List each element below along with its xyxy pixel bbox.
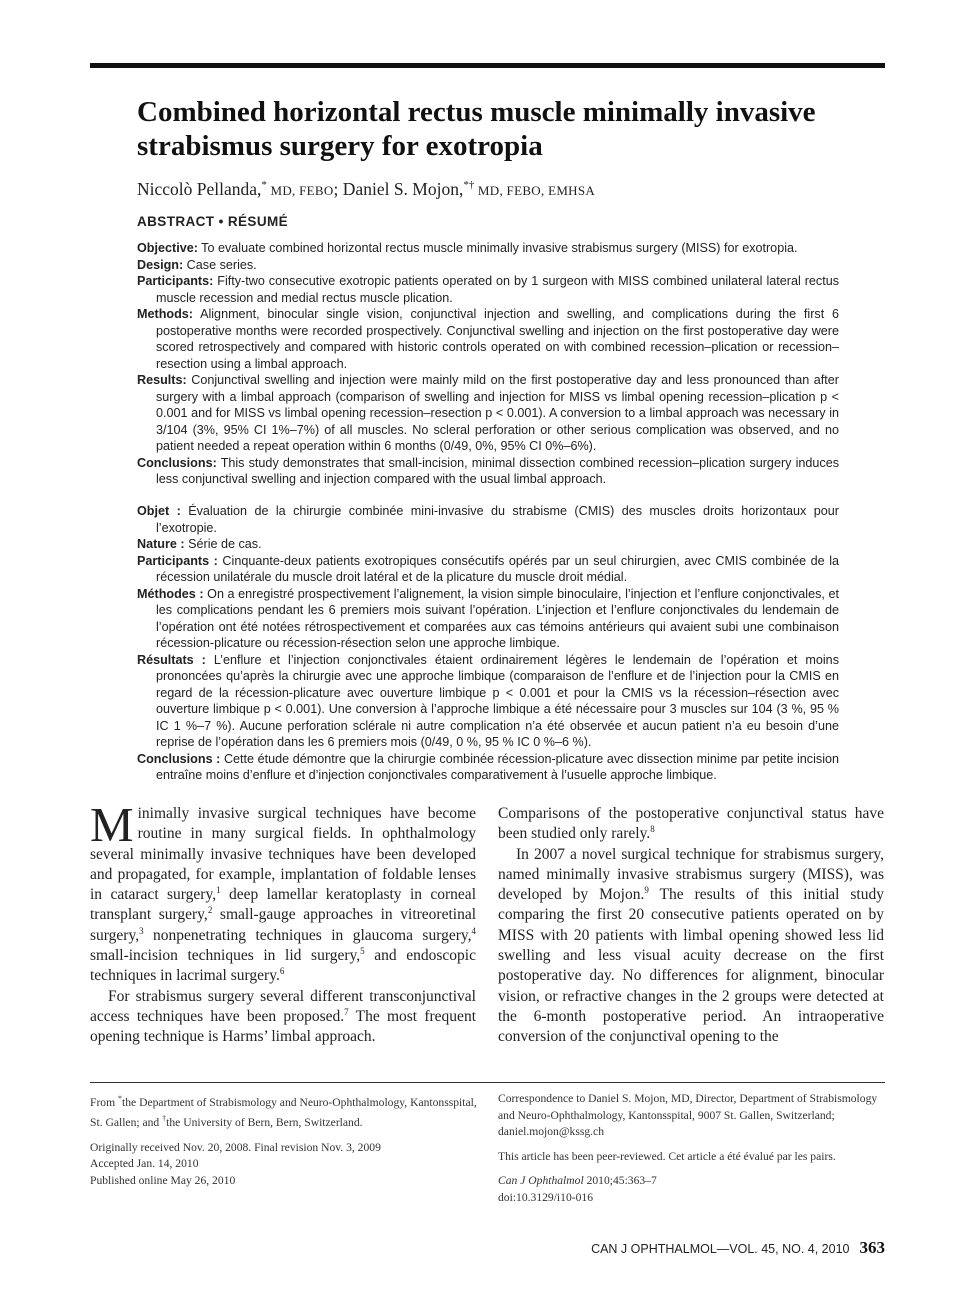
author-degrees: MD, FEBO bbox=[266, 182, 334, 198]
abstract-item bbox=[137, 503, 839, 536]
body-column-left bbox=[90, 797, 477, 1048]
correspondence-note: Correspondence to Daniel S. Mojon, MD, Director, Department of Strabismology and Neuro-Ophthalmology, Kantonsspital, 9007 St. Gallen, Switzerland; daniel.mojon@kssg.ch bbox=[498, 1092, 878, 1138]
body-paragraph bbox=[498, 845, 884, 1048]
abstract-item bbox=[137, 586, 839, 652]
footnotes-right bbox=[498, 1091, 888, 1206]
abstract-heading: ABSTRACT • RÉSUMÉ bbox=[137, 214, 289, 229]
affiliation-mark: † bbox=[162, 1114, 167, 1124]
abstract-text: Évaluation de la chirurgie combinée mini-invasive du strabisme (CMIS) des muscles droits horizontaux pour l’exotropie. bbox=[156, 504, 839, 535]
abstract-text: L’enflure et l’injection conjonctivales étaient ordinairement légères le lendemain de l’opération et moins prononcées qu’après la chirurgie avec une approche limbique (comparaison de l’enflure et de l’injection pour la CMIS en regard de la récession-plicature avec ouverture limbique p < 0.001 et pour la CMIS vs la récession–résection avec ouverture limbique p < 0.001). Une conversion à l’approche limbique a été nécessaire pour 3 muscles sur 104 (3 %, 95 % IC 1 %–7 %). Aucune perforation sclérale ni autre complication n’a été observée et aucun patient n’a eu besoin d’une reprise de l’opération dans les 6 premiers mois (0/49, 0 %, 95 % IC 0 %–6 %). bbox=[156, 652, 839, 749]
footnote-text: the University of Bern, Bern, Switzerland. bbox=[166, 1116, 363, 1130]
abstract-text: This study demonstrates that small-incision, minimal dissection combined recession–plication surgery induces less conjunctival swelling and injection compared with the usual limbal approach. bbox=[156, 455, 839, 486]
peer-review-note: This article has been peer-reviewed. Cet article a été évalué par les pairs. bbox=[498, 1149, 836, 1163]
affiliation-mark: *† bbox=[463, 179, 475, 191]
body-text: Comparisons of the postoperative conjunctival status have been studied only rarely. bbox=[498, 805, 884, 843]
published-date: Published online May 26, 2010 bbox=[90, 1173, 236, 1187]
abstract-text: Case series. bbox=[183, 257, 257, 272]
body-text: and endoscopic techniques in lacrimal surgery. bbox=[90, 947, 476, 985]
body-text: small-incision techniques in lid surgery, bbox=[90, 947, 361, 965]
reference-mark: 5 bbox=[360, 945, 365, 956]
footnotes-left bbox=[90, 1091, 480, 1189]
abstract-label: Conclusions: bbox=[137, 455, 217, 470]
abstract-item bbox=[137, 257, 839, 274]
body-text: small-gauge approaches in vitreoretinal surgery, bbox=[90, 906, 477, 944]
affiliation-mark: * bbox=[261, 179, 267, 191]
reference-mark: 2 bbox=[207, 905, 213, 916]
doi: doi:10.3129/i10-016 bbox=[498, 1190, 594, 1204]
body-column-right bbox=[498, 804, 884, 1048]
reference-mark: 9 bbox=[644, 885, 649, 896]
body-paragraph bbox=[90, 987, 476, 1048]
reference-mark: 4 bbox=[471, 925, 476, 936]
body-text: inimally invasive surgical techniques have become routine in many surgical fields. In ophthalmology several minimally invasive techniques have been developed and propagated, for example, implantation of foldable lenses in cataract surgery, bbox=[90, 805, 476, 904]
footnote-rule bbox=[90, 1082, 885, 1083]
reference-mark: 3 bbox=[139, 925, 144, 936]
abstract-english bbox=[137, 240, 839, 488]
abstract-text: Série de cas. bbox=[184, 537, 262, 551]
author-degrees: MD, FEBO, EMHSA bbox=[474, 182, 596, 198]
author-name: Niccolò Pellanda, bbox=[137, 178, 262, 199]
abstract-label: Méthodes : bbox=[137, 586, 204, 601]
abstract-text: Cette étude démontre que la chirurgie combinée récession-plicature avec dissection minime par petite incision entraîne moins d’enflure et d’injection conjonctivales comparativement à l’usuelle approche limbique. bbox=[156, 751, 839, 782]
abstract-label: Conclusions : bbox=[137, 751, 221, 766]
abstract-french bbox=[137, 503, 839, 784]
abstract-text: Fifty-two consecutive exotropic patients operated on by 1 surgeon with MISS combined unilateral lateral rectus muscle recession and medial rectus muscle plication. bbox=[156, 274, 839, 305]
footnote-text: the Department of Strabismology and Neuro-Ophthalmology, Kantonsspital, St. Gallen; and bbox=[90, 1095, 477, 1130]
abstract-item bbox=[137, 751, 839, 784]
article-title: Combined horizontal rectus muscle minimally invasive strabismus surgery for exotropia bbox=[137, 96, 816, 162]
abstract-label: Participants: bbox=[137, 274, 214, 288]
running-footer bbox=[591, 1238, 885, 1258]
abstract-label: Objet : bbox=[137, 504, 181, 518]
drop-cap: M bbox=[90, 797, 134, 852]
author-line bbox=[137, 174, 877, 202]
footnote-text: From bbox=[90, 1095, 119, 1109]
abstract-item bbox=[137, 306, 839, 372]
abstract-label: Objective: bbox=[137, 241, 198, 255]
abstract-item bbox=[137, 553, 839, 586]
abstract-item bbox=[137, 455, 839, 488]
citation-detail: 2010;45:363–7 bbox=[583, 1174, 657, 1187]
abstract-label: Results: bbox=[137, 373, 187, 387]
abstract-text: Conjunctival swelling and injection were mainly mild on the first postoperative day and less pronounced than after surgery with a limbal approach (comparison of swelling and injection for MISS vs limbal opening recession–plication p < 0.001 and for MISS vs limbal opening recession–resection p < 0.001). A conversion to a limbal approach was necessary in 3/104 (3%, 95% CI 1%–7%) of all muscles. No scleral perforation or other serious complication was observed, and no patient needed a repeat operation within 6 months (0/49, 0%, 95% CI 0%–6%). bbox=[156, 373, 839, 453]
body-text: In 2007 a novel surgical technique for strabismus surgery, named minimally invasive strabismus surgery (MISS), was developed by Mojon. bbox=[498, 845, 884, 904]
abstract-text: On a enregistré prospectivement l’alignement, la vision simple binoculaire, l’injection et l’enflure conjonctivales, et les complications pendant les 6 premiers mois suivant l’opération. L’injection et l’enflure conjonctivales du lendemain de l’opération ont été notées rétrospectivement et comparées aux cas témoins antérieurs qui avaient subi une combinaison récession-plicature ou récession-résection selon une approche limbique. bbox=[156, 586, 839, 650]
author-separator: ; bbox=[333, 178, 343, 199]
abstract-text: To evaluate combined horizontal rectus muscle minimally invasive strabismus surgery (MISS) for exotropia. bbox=[197, 241, 798, 255]
body-text: The most frequent opening technique is Harms’ limbal approach. bbox=[90, 1007, 476, 1046]
abstract-label: Résultats : bbox=[137, 652, 206, 667]
abstract-item bbox=[137, 240, 839, 257]
abstract-text: Cinquante-deux patients exotropiques consécutifs opérés par un seul chirurgien, avec CMIS combinée de la récession unilatérale du muscle droit latéral et de la plicature du muscle droit médial. bbox=[156, 553, 840, 584]
body-text: nonpenetrating techniques in glaucoma surgery, bbox=[143, 926, 472, 944]
abstract-label: Methods: bbox=[137, 307, 193, 321]
abstract-label: Nature : bbox=[137, 537, 185, 551]
reference-mark: 6 bbox=[279, 966, 285, 977]
reference-mark: 7 bbox=[344, 1006, 349, 1017]
body-text: For strabismus surgery several different transconjunctival access techniques have been proposed. bbox=[90, 987, 476, 1025]
citation bbox=[498, 1173, 888, 1190]
received-date: Originally received Nov. 20, 2008. Final revision Nov. 3, 2009 bbox=[90, 1140, 381, 1154]
page-number: 363 bbox=[859, 1238, 885, 1257]
author-name: Daniel S. Mojon, bbox=[342, 178, 464, 199]
body-paragraph bbox=[498, 804, 884, 845]
body-text: deep lamellar keratoplasty in corneal transplant surgery, bbox=[90, 886, 476, 924]
abstract-item bbox=[137, 536, 839, 553]
abstract-label: Design: bbox=[137, 257, 184, 272]
abstract-item bbox=[137, 372, 839, 455]
affiliation-mark: * bbox=[118, 1094, 123, 1103]
abstract-item bbox=[137, 652, 839, 751]
abstract-text: Alignment, binocular single vision, conjunctival injection and swelling, and complications during the first 6 postoperative months were recorded prospectively. Conjunctival swelling and injection on the first postoperative day were scored retrospectively and compared with historic controls operated on with combined recession–plication or recession–resection using a limbal approach. bbox=[156, 307, 839, 371]
header-rule bbox=[90, 63, 885, 68]
body-paragraph bbox=[90, 797, 477, 987]
reference-mark: 1 bbox=[216, 885, 221, 896]
body-text: The results of this initial study comparing the first 20 consecutive patients operated on by MISS with 20 patients with limbal opening showed less lid swelling and less visual acuity decrease on the first postoperative day. No differences for alignment, binocular vision, or refractive changes in the 2 groups were detected at the 6-month postoperative period. An intraoperative conversion of the conjunctival opening to the bbox=[498, 886, 884, 1046]
reference-mark: 8 bbox=[650, 824, 655, 835]
journal-abbrev: Can J Ophthalmol bbox=[498, 1174, 584, 1187]
journal-issue: CAN J OPHTHALMOL—VOL. 45, NO. 4, 2010 bbox=[591, 1242, 850, 1256]
accepted-date: Accepted Jan. 14, 2010 bbox=[90, 1157, 199, 1171]
affiliation-note bbox=[90, 1091, 480, 1132]
abstract-item bbox=[137, 273, 839, 306]
abstract-label: Participants : bbox=[137, 553, 218, 568]
